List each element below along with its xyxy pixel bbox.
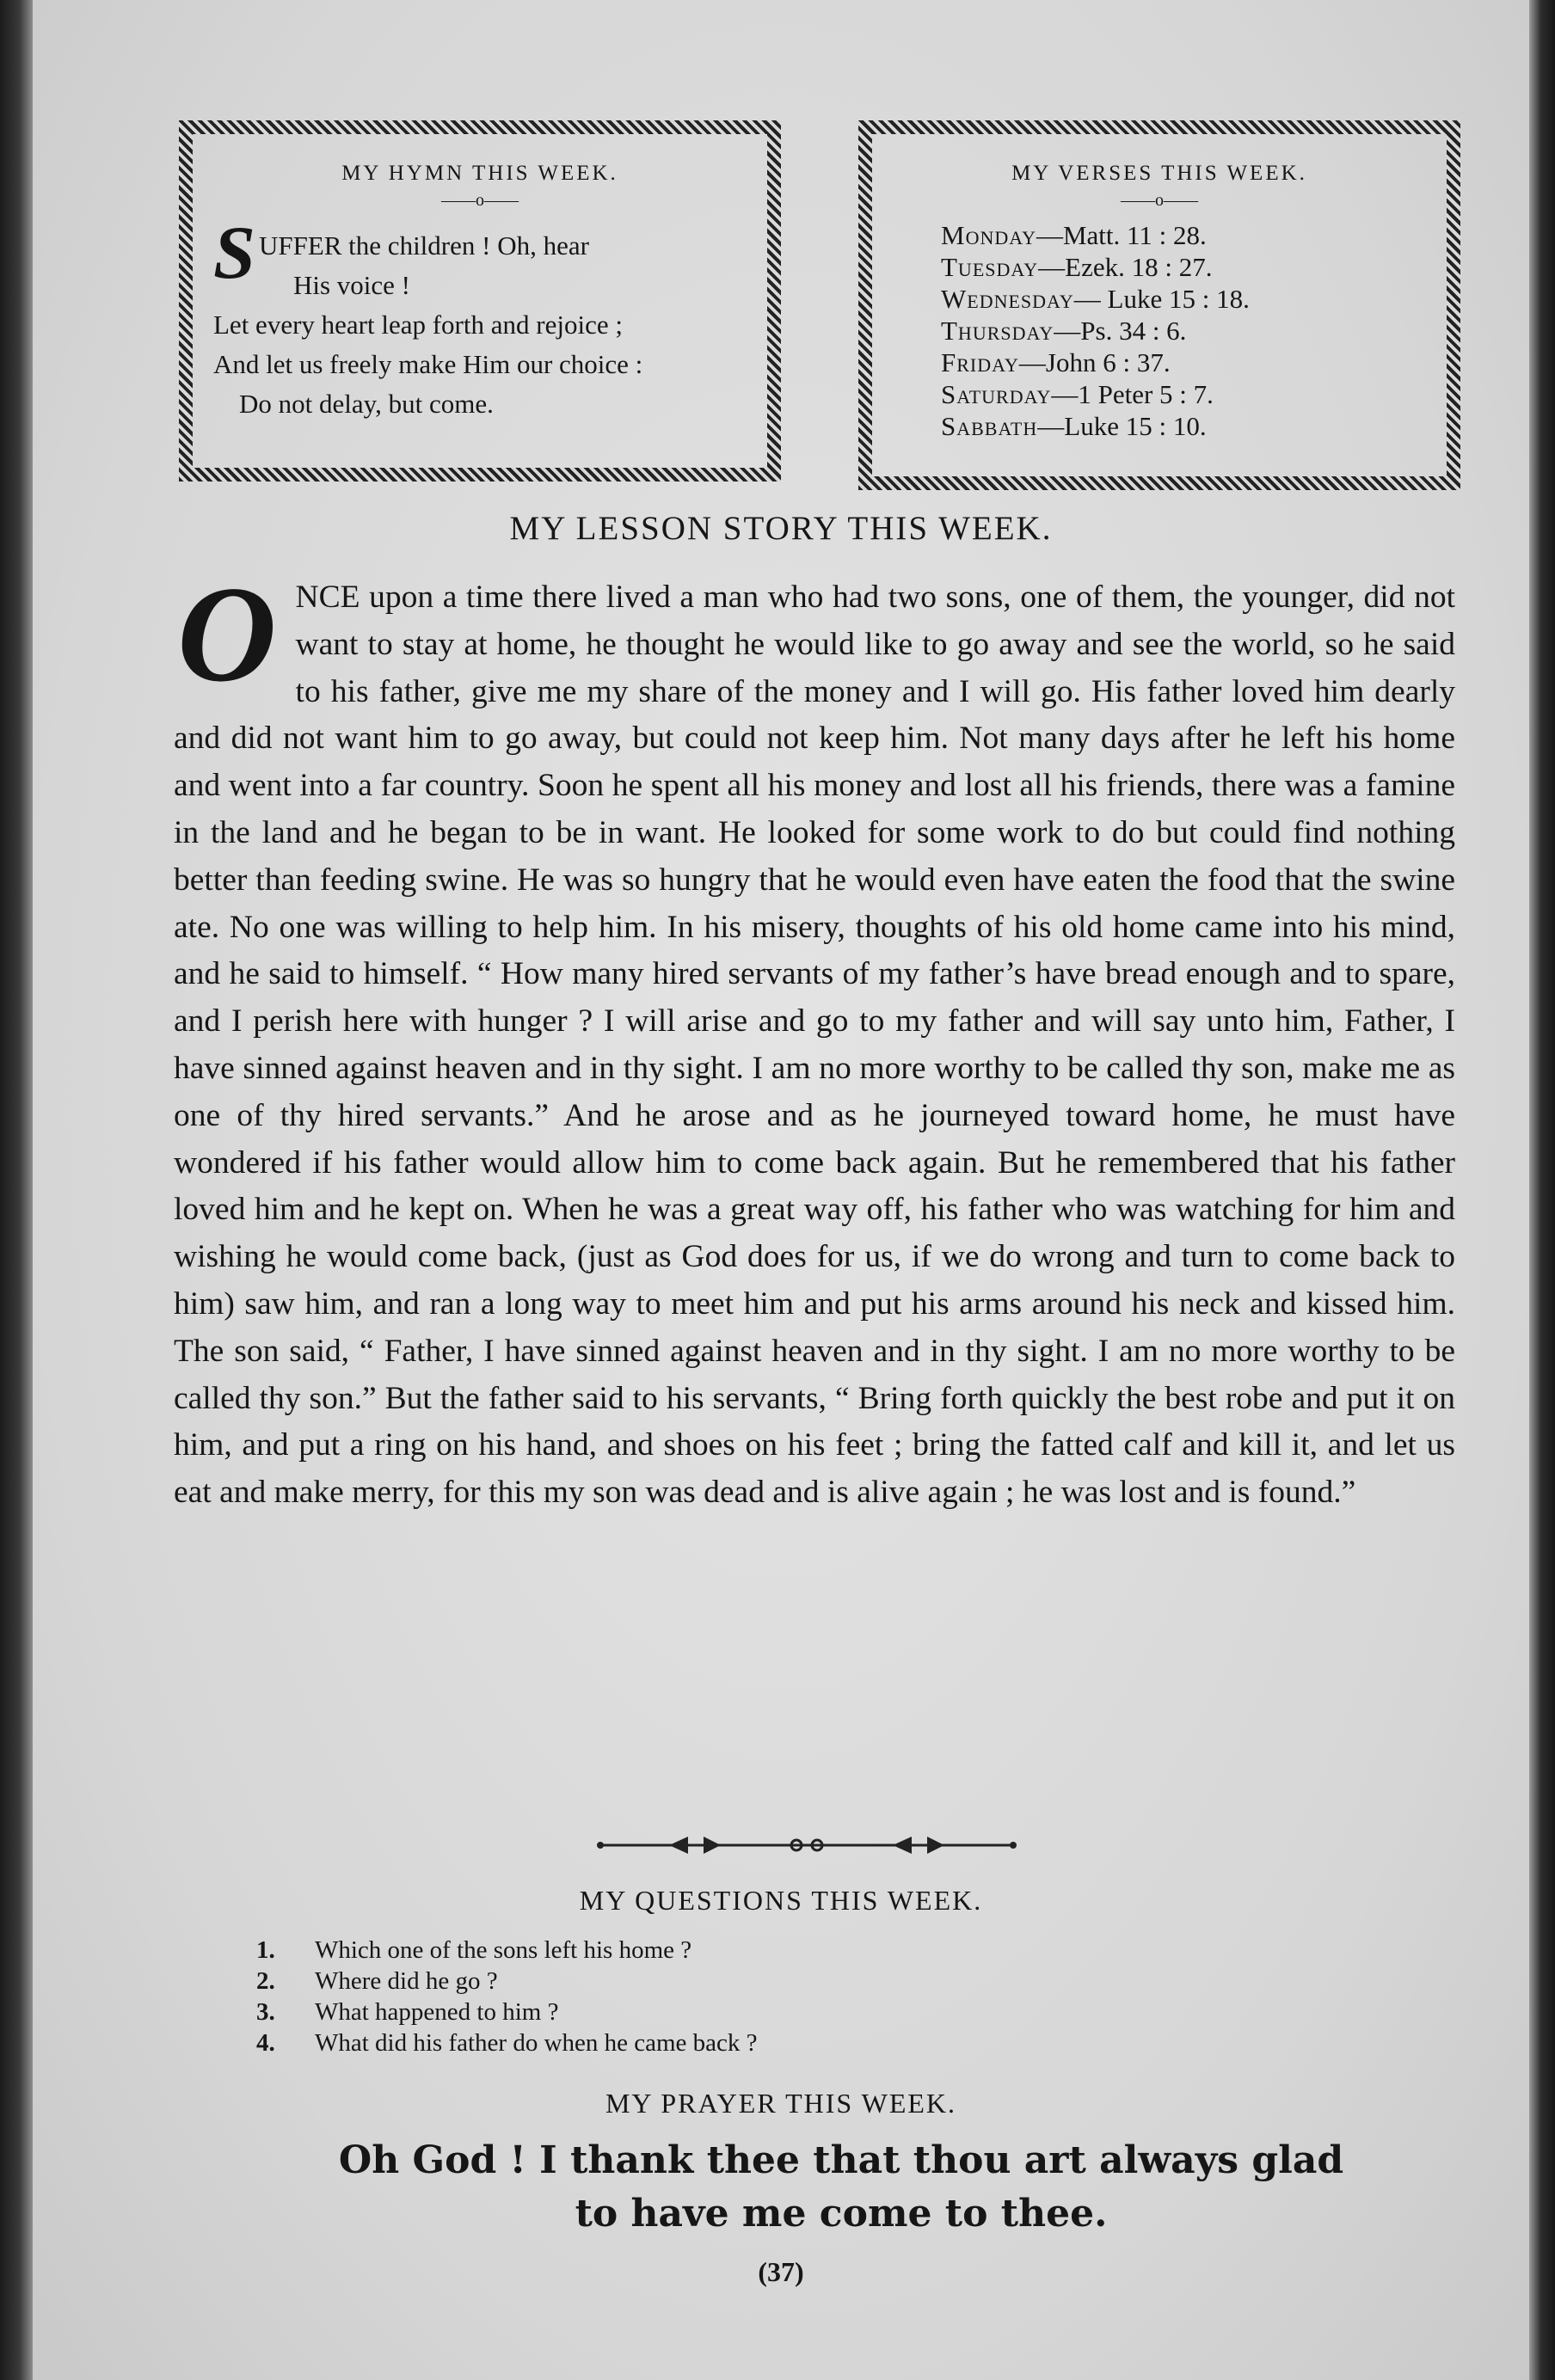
hymn-line: His voice ! <box>292 270 410 300</box>
verse-ref: —Ezek. 18 : 27. <box>1038 252 1213 282</box>
question-text: What happened to him ? <box>315 1998 559 2026</box>
verse-day: Monday <box>941 220 1036 250</box>
prayer-line: to have me come to thee. <box>575 2192 1108 2236</box>
verse-day: Sabbath <box>941 411 1038 441</box>
verse-day: Wednesday <box>941 284 1074 314</box>
hymn-box <box>179 120 781 482</box>
verses-divider: ——o—— <box>1121 191 1198 210</box>
hymn-line: And let us freely make Him our choice : <box>213 349 643 379</box>
verse-line <box>893 378 1426 410</box>
verse-day: Friday <box>941 347 1019 377</box>
verses-box <box>858 120 1460 490</box>
page-number: (37) <box>758 2256 804 2287</box>
verse-day: Tuesday <box>941 252 1039 282</box>
prayer-line: Oh God ! I thank thee that thou art always glad <box>338 2138 1344 2182</box>
questions-title: MY QUESTIONS THIS WEEK. <box>579 1885 983 1916</box>
question-number: 1. <box>256 1936 275 1964</box>
hymn-line: UFFER the children ! Oh, hear <box>258 230 589 261</box>
verse-ref: —John 6 : 37. <box>1018 347 1171 377</box>
question-text: Which one of the sons left his home ? <box>315 1936 692 1964</box>
verse-line <box>893 251 1426 283</box>
hymn-line: Do not delay, but come. <box>239 389 494 419</box>
verse-line <box>893 219 1426 251</box>
verses-title: MY VERSES THIS WEEK. <box>1011 162 1307 185</box>
hymn-drop-cap: S <box>213 212 255 295</box>
verse-ref: — Luke 15 : 18. <box>1073 284 1250 314</box>
prayer-title: MY PRAYER THIS WEEK. <box>605 2088 957 2119</box>
question-item <box>256 1997 1030 2027</box>
verse-line <box>893 347 1426 378</box>
verse-ref: —Matt. 11 : 28. <box>1036 220 1207 250</box>
prayer-text <box>239 2134 1443 2241</box>
hymn-divider: ——o—— <box>441 191 519 210</box>
verse-line <box>893 315 1426 347</box>
question-item <box>256 1935 1030 1966</box>
scan-edge-left <box>0 0 33 2380</box>
verse-ref: —Ps. 34 : 6. <box>1054 316 1187 346</box>
story-drop-cap: O <box>177 557 277 710</box>
hymn-first-line <box>213 212 747 305</box>
verse-ref: —1 Peter 5 : 7. <box>1051 379 1214 409</box>
verse-ref: —Luke 15 : 10. <box>1037 411 1207 441</box>
verse-day: Saturday <box>941 379 1052 409</box>
question-number: 3. <box>256 1998 275 2026</box>
question-number: 2. <box>256 1967 275 1995</box>
verse-line <box>893 283 1426 315</box>
ornament-divider-icon <box>592 1828 1022 1862</box>
hymn-title: MY HYMN THIS WEEK. <box>341 162 618 185</box>
verse-line <box>893 410 1426 442</box>
questions-list <box>256 1935 1030 2058</box>
scan-edge-right <box>1529 0 1555 2380</box>
hymn-line: Let every heart leap forth and rejoice ; <box>213 310 623 340</box>
hymn-lines <box>213 212 747 424</box>
story-text: NCE upon a time there lived a man who had two sons, one of them, the younger, did not want to stay at home, he thought he would like to go away and see the world, so he said to his father, give me my share of the money and I will go. His father loved him dearly and did not want him to go away, but could not keep him. Not many days after he left his home and went into a far country. Soon he spent all his money and lost all his friends, there was a famine in the land and he began to be in want. He looked for some work to do but could find nothing better than feeding swine. He was so hungry that he would even have eaten the food that the swine ate. No one was willing to help him. In his misery, thoughts of his old home came into his mind, and he said to himself. “ How many hired servants of my father’s have bread enough and to spare, and I perish here with hunger ? I will arise and go to my father and will say unto him, Father, I have sinned against heaven and in thy sight. I am no more worthy to be called thy son, make me as one of thy hired servants.” And he arose and as he journeyed toward home, he must have wondered if his father would allow him to come back again. But he remembered that his father loved him and he kept on. When he was a great way off, his father who was watching for him and wishing he would come back, (just as God does for us, if we do wrong and turn to come back to him) saw him, and ran a long way to meet him and put his arms around his neck and kissed him. The son said, “ Father, I have sinned against heaven and in thy sight. I am no more worthy to be called thy son.” But the father said to his servants, “ Bring forth quickly the best robe and put it on him, and put a ring on his hand, and shoes on his feet ; bring the fatted calf and kill it, and let us eat and make merry, for this my son was dead and is alive again ; he was lost and is found.” <box>174 580 1455 1511</box>
story-body <box>174 557 1455 1517</box>
story-title: MY LESSON STORY THIS WEEK. <box>509 510 1053 547</box>
question-number: 4. <box>256 2029 275 2057</box>
question-text: Where did he go ? <box>315 1967 498 1995</box>
question-text: What did his father do when he came back ? <box>315 2029 758 2057</box>
question-item <box>256 1966 1030 1997</box>
page <box>33 0 1529 2380</box>
verse-day: Thursday <box>941 316 1054 346</box>
question-item <box>256 2027 1030 2058</box>
